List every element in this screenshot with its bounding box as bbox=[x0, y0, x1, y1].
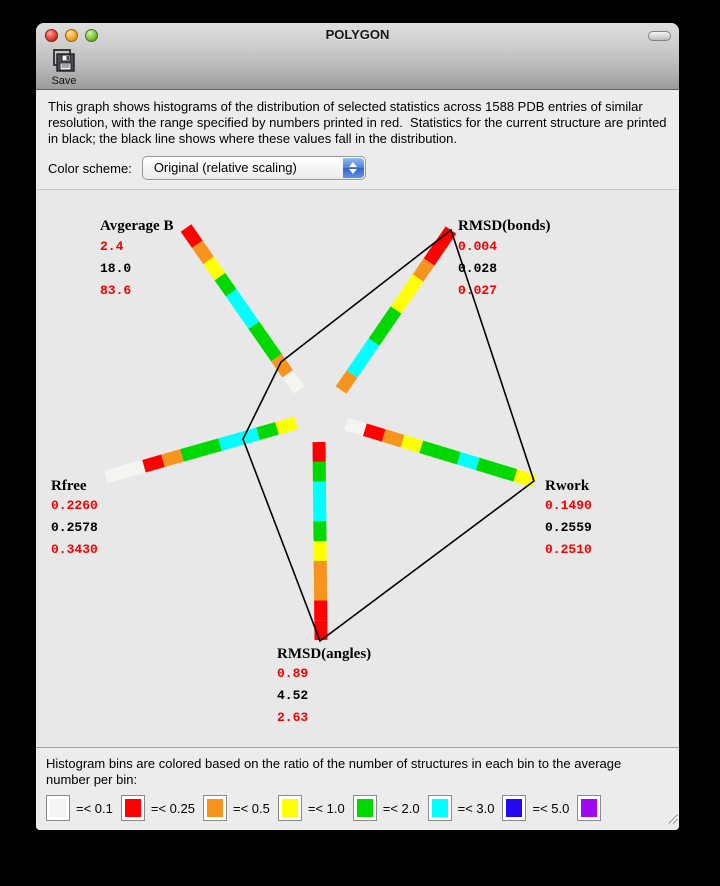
axis-value-rwork: 0.2559 bbox=[545, 520, 592, 535]
histogram-bin-avg-b bbox=[288, 374, 299, 390]
axis-label-rmsd-angles: RMSD(angles) bbox=[277, 646, 372, 662]
histogram-bin-rmsd-bonds bbox=[429, 246, 440, 262]
description-panel bbox=[36, 90, 679, 190]
histogram-bin-rwork bbox=[478, 464, 497, 470]
axis-label-rfree: Rfree bbox=[51, 478, 87, 494]
histogram-bin-rwork bbox=[402, 441, 421, 447]
color-scheme-popup[interactable] bbox=[142, 156, 366, 180]
axis-min-rmsd-bonds: 0.004 bbox=[458, 239, 498, 254]
window-header bbox=[36, 23, 679, 90]
legend-swatch-color bbox=[357, 799, 373, 817]
popup-stepper-icon bbox=[343, 158, 364, 178]
histogram-bin-rfree bbox=[277, 423, 296, 428]
histogram-bin-rmsd-bonds bbox=[352, 358, 363, 374]
histogram-bin-rwork bbox=[496, 470, 515, 476]
histogram-bin-rmsd-bonds bbox=[385, 310, 396, 326]
toolbar-toggle-button[interactable] bbox=[648, 31, 671, 41]
histogram-bin-avg-b bbox=[197, 244, 208, 260]
histogram-bin-avg-b bbox=[209, 260, 220, 276]
legend-swatch-color bbox=[282, 799, 298, 817]
legend-item bbox=[502, 795, 569, 821]
legend-item bbox=[46, 795, 113, 821]
save-disk-icon bbox=[51, 49, 77, 74]
save-button-label: Save bbox=[51, 75, 77, 87]
histogram-bin-rwork bbox=[346, 424, 365, 430]
legend-swatch-color bbox=[581, 799, 597, 817]
legend-item bbox=[353, 795, 420, 821]
legend-label: =< 0.25 bbox=[150, 800, 195, 816]
color-scheme-row bbox=[48, 156, 667, 180]
legend-item bbox=[577, 795, 601, 821]
up-arrow-icon bbox=[349, 162, 357, 167]
legend-item bbox=[428, 795, 495, 821]
legend-swatch-color bbox=[432, 799, 448, 817]
axis-label-avg-b: Avgerage B bbox=[100, 218, 174, 234]
resize-grip[interactable] bbox=[665, 811, 678, 829]
legend-swatch-cyan bbox=[428, 795, 452, 821]
histogram-bin-avg-b bbox=[220, 277, 231, 293]
color-scheme-label: Color scheme: bbox=[48, 160, 132, 176]
legend-item bbox=[278, 795, 345, 821]
axis-max-avg-b: 83.6 bbox=[100, 283, 132, 298]
legend-swatch-color bbox=[506, 799, 522, 817]
histogram-bin-rfree bbox=[182, 450, 201, 455]
histogram-bin-rmsd-bonds bbox=[363, 342, 374, 358]
histogram-bin-avg-b bbox=[276, 358, 287, 374]
histogram-bin-rwork bbox=[459, 458, 478, 464]
legend-swatch-green bbox=[353, 795, 377, 821]
axis-max-rmsd-bonds: 0.027 bbox=[458, 283, 498, 298]
legend-swatch-yellow bbox=[278, 795, 302, 821]
color-scheme-selected-value: Original (relative scaling) bbox=[153, 160, 297, 175]
histogram-bin-rwork bbox=[421, 447, 440, 453]
legend-item bbox=[121, 795, 195, 821]
legend-note: Histogram bins are colored based on the ratio of the number of structures in each bin to the average number per bin: bbox=[46, 756, 622, 787]
legend-label: =< 0.5 bbox=[232, 800, 270, 816]
legend-swatch-red bbox=[121, 795, 145, 821]
legend-label: =< 1.0 bbox=[307, 800, 345, 816]
histogram-bin-avg-b bbox=[243, 309, 254, 325]
legend-swatch-color bbox=[50, 799, 66, 817]
axis-value-rfree: 0.2578 bbox=[51, 520, 98, 535]
histogram-bin-rwork bbox=[515, 475, 534, 481]
axis-max-rmsd-angles: 2.63 bbox=[277, 710, 309, 725]
axis-min-avg-b: 2.4 bbox=[100, 239, 124, 254]
histogram-bin-rwork bbox=[384, 435, 403, 441]
histogram-bin-rmsd-bonds bbox=[341, 374, 352, 390]
axis-min-rwork: 0.1490 bbox=[545, 498, 592, 513]
legend-label: =< 0.1 bbox=[76, 800, 113, 816]
axis-value-rmsd-bonds: 0.028 bbox=[458, 261, 498, 276]
axis-value-avg-b: 18.0 bbox=[100, 261, 132, 276]
histogram-bin-avg-b bbox=[254, 325, 265, 341]
histogram-bin-rfree bbox=[163, 455, 182, 460]
save-button[interactable] bbox=[44, 49, 84, 89]
histogram-bin-rmsd-bonds bbox=[418, 262, 429, 278]
histogram-bin-rfree bbox=[258, 428, 277, 433]
histogram-bin-rfree bbox=[239, 434, 258, 439]
histogram-bin-rfree bbox=[106, 472, 125, 477]
histogram-bin-rmsd-bonds bbox=[396, 294, 407, 310]
histogram-bin-rmsd-bonds bbox=[374, 326, 385, 342]
histogram-bin-rmsd-bonds bbox=[407, 278, 418, 294]
polygon-plot-area bbox=[36, 190, 679, 747]
histogram-bin-rwork bbox=[365, 430, 384, 436]
histogram-bin-rwork bbox=[440, 453, 459, 459]
axis-max-rwork: 0.2510 bbox=[545, 542, 592, 557]
legend-swatch-blue bbox=[502, 795, 526, 821]
legend-swatch-white bbox=[46, 795, 70, 821]
legend-row bbox=[46, 795, 679, 821]
legend-swatch-purple bbox=[577, 795, 601, 821]
histogram-bin-rfree bbox=[144, 461, 163, 466]
titlebar[interactable] bbox=[36, 23, 679, 48]
histogram-bin-avg-b bbox=[231, 293, 242, 309]
down-arrow-icon bbox=[349, 169, 357, 174]
window-title: POLYGON bbox=[325, 27, 390, 42]
description-text: This graph shows histograms of the distribution of selected statistics across 1588 PDB entries of similar resolution, with the range specified by numbers printed in red. Statistics for the current structure are printed in black; the black line shows where these values fall in the distribution. bbox=[48, 99, 671, 146]
histogram-bin-avg-b bbox=[265, 341, 276, 357]
axis-value-rmsd-angles: 4.52 bbox=[277, 688, 309, 703]
legend-swatch-orange bbox=[203, 795, 227, 821]
legend-swatch-color bbox=[207, 799, 223, 817]
axis-min-rmsd-angles: 0.89 bbox=[277, 666, 309, 681]
legend-label: =< 5.0 bbox=[532, 800, 570, 816]
polygon-window bbox=[36, 23, 679, 830]
legend-panel bbox=[36, 747, 679, 830]
axis-max-rfree: 0.3430 bbox=[51, 542, 98, 557]
histogram-bin-rfree bbox=[220, 439, 239, 444]
axis-min-rfree: 0.2260 bbox=[51, 498, 98, 513]
histogram-bin-rfree bbox=[125, 466, 144, 471]
axis-label-rwork: Rwork bbox=[545, 478, 590, 494]
polygon-chart bbox=[36, 190, 679, 747]
legend-swatch-color bbox=[125, 799, 141, 817]
legend-label: =< 2.0 bbox=[382, 800, 420, 816]
histogram-bin-rfree bbox=[201, 445, 220, 450]
legend-label: =< 3.0 bbox=[457, 800, 495, 816]
toolbar bbox=[36, 48, 679, 90]
histogram-bin-avg-b bbox=[186, 228, 197, 244]
axis-label-rmsd-bonds: RMSD(bonds) bbox=[458, 218, 551, 234]
histogram-bin-rmsd-bonds bbox=[440, 230, 451, 246]
legend-item bbox=[203, 795, 270, 821]
